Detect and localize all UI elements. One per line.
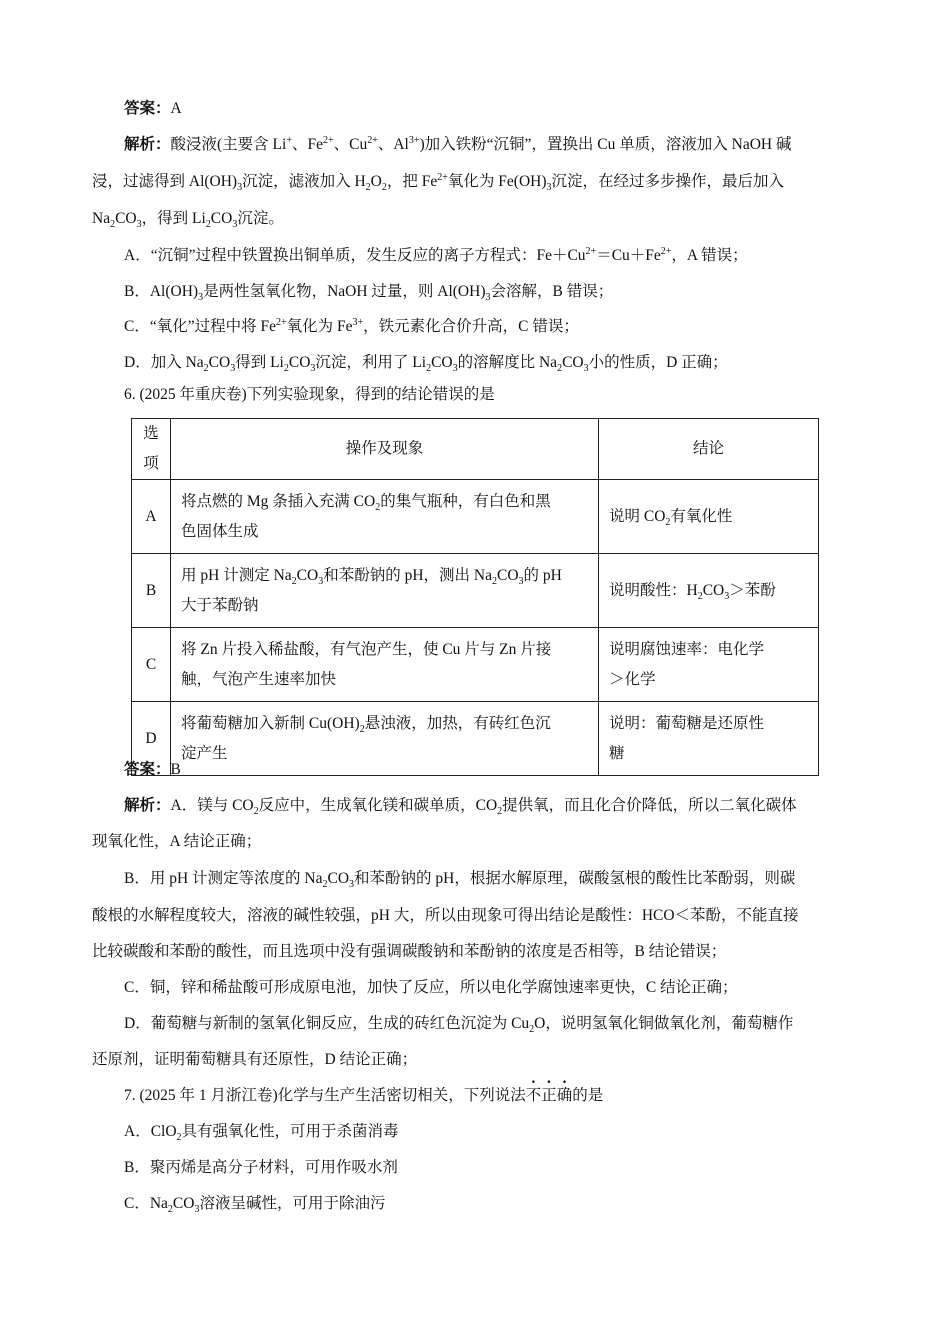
text: ＝Cu＋Fe xyxy=(596,247,661,264)
emphasis-char: 不 xyxy=(525,1087,542,1104)
q5-analysis-line-2 xyxy=(92,171,784,193)
text: CO xyxy=(496,566,519,584)
text: C．Na xyxy=(124,1195,168,1212)
text: 提供氧，而且化合价降低，所以二氧化碳体 xyxy=(502,797,797,814)
superscript: 2+ xyxy=(275,316,287,328)
text: 、Fe xyxy=(291,136,323,153)
table-header-row xyxy=(132,419,819,480)
row-operation xyxy=(171,628,599,702)
subscript: 3 xyxy=(310,363,316,375)
subscript: 3 xyxy=(546,182,552,194)
subscript: 3 xyxy=(237,182,243,194)
emphasis-char: 确 xyxy=(556,1087,573,1104)
table-header-conclusion: 结论 xyxy=(599,419,819,480)
q7-option-b: B．聚丙烯是高分子材料，可用作吸水剂 xyxy=(124,1159,398,1176)
text: A．ClO xyxy=(124,1123,177,1140)
superscript: 2+ xyxy=(660,245,672,257)
text: 大于苯酚钠 xyxy=(181,596,259,614)
text: 说明 CO xyxy=(609,507,666,525)
q6-analysis-b-line-2: 酸根的水解程度较大，溶液的碱性较强，pH 大，所以由现象可得出结论是酸性：HCO＜苯酚，不能直接 xyxy=(92,907,799,924)
q5-statement-b xyxy=(124,281,613,303)
subscript: 3 xyxy=(198,292,204,304)
analysis-label: 解析： xyxy=(124,136,171,153)
answer-label: 答案： xyxy=(124,761,171,778)
text: 用 pH 计测定 Na xyxy=(181,566,292,584)
text: ＞化学 xyxy=(609,670,656,688)
text: 酸浸液(主要含 Li xyxy=(170,136,287,153)
text: 是两性氢氧化物，NaOH 过量，则 Al(OH) xyxy=(203,283,486,300)
text: O，说明氢氧化铜做氧化剂，葡萄糖作 xyxy=(534,1015,794,1032)
row-conclusion xyxy=(599,628,819,702)
text: 的是 xyxy=(572,1087,604,1104)
text: 和苯酚钠的 pH，根据水解原理，碳酸氢根的酸性比苯酚弱，则碳 xyxy=(354,870,796,887)
subscript: 2 xyxy=(205,219,211,231)
text: 糖 xyxy=(609,744,625,762)
row-option: C xyxy=(132,628,171,702)
text: 小的性质，D 正确； xyxy=(588,354,728,371)
text: ＞苯酚 xyxy=(729,581,776,599)
text: 将 Zn 片投入稀盐酸，有气泡产生，使 Cu 片与 Zn 片接 xyxy=(181,640,552,658)
q5-answer xyxy=(124,98,182,120)
subscript: 2 xyxy=(497,806,503,818)
text: 反应中，生成氧化镁和碳单质，CO xyxy=(258,797,498,814)
row-operation xyxy=(171,480,599,554)
text: 触，气泡产生速率加快 xyxy=(181,670,337,688)
row-option: D xyxy=(132,702,171,776)
emphasis-char: 正 xyxy=(541,1087,557,1104)
text: CO xyxy=(115,210,137,227)
text: 7. (2025 年 1 月浙江卷)化学与生产生活密切相关，下列说法 xyxy=(124,1087,526,1104)
subscript: 3 xyxy=(724,590,730,602)
text: C．“氧化”过程中将 Fe xyxy=(124,318,276,335)
subscript: 2 xyxy=(529,1024,535,1036)
subscript: 2 xyxy=(557,363,563,375)
q6-analysis-a-line-1 xyxy=(124,795,797,817)
row-operation xyxy=(171,554,599,628)
q5-statement-d xyxy=(124,352,728,374)
text: 得到 Li xyxy=(235,354,284,371)
analysis-label: 解析： xyxy=(124,797,171,814)
text: A．镁与 CO xyxy=(170,797,254,814)
text: 有氧化性 xyxy=(670,507,733,525)
text: 色固体生成 xyxy=(181,522,259,540)
text: O xyxy=(370,173,382,190)
text: ，铁元素化合价升高，C 错误； xyxy=(363,318,579,335)
superscript: + xyxy=(286,134,292,146)
superscript: 3+ xyxy=(352,316,364,328)
text: D．加入 Na xyxy=(124,354,204,371)
q5-analysis-line-1 xyxy=(124,134,792,156)
superscript: 3+ xyxy=(408,134,420,146)
text: 氧化为 Fe xyxy=(286,318,353,335)
text: 具有强氧化性，可用于杀菌消毒 xyxy=(181,1123,399,1140)
row-conclusion xyxy=(599,480,819,554)
q6-analysis-a-line-2: 现氧化性，A 结论正确； xyxy=(92,833,262,850)
text: 溶液呈碱性，可用于除油污 xyxy=(199,1195,386,1212)
q6-answer xyxy=(124,759,181,781)
text: 浸，过滤得到 Al(OH) xyxy=(92,173,238,190)
subscript: 2 xyxy=(283,363,289,375)
text: 的集气瓶种，有白色和黑 xyxy=(380,492,551,510)
text: CO xyxy=(288,354,311,371)
text: CO xyxy=(172,1195,195,1212)
text: 说明：葡萄糖是还原性 xyxy=(609,714,765,732)
text: CO xyxy=(327,870,350,887)
subscript: 2 xyxy=(322,879,328,891)
text: 淀产生 xyxy=(181,744,228,762)
answer-label: 答案： xyxy=(124,100,171,117)
row-operation xyxy=(171,702,599,776)
q6-analysis-b-line-1 xyxy=(124,868,795,890)
text: B．Al(OH) xyxy=(124,283,199,300)
subscript: 2 xyxy=(291,575,297,587)
subscript: 2 xyxy=(491,575,497,587)
subscript: 3 xyxy=(318,575,324,587)
subscript: 2 xyxy=(110,219,116,231)
text: CO xyxy=(562,354,584,371)
text: ，把 Fe xyxy=(386,173,438,190)
text: 和苯酚钠的 pH，测出 Na xyxy=(323,566,492,584)
text: CO xyxy=(431,354,453,371)
text: 沉淀，滤液加入 H xyxy=(242,173,366,190)
text: CO xyxy=(702,581,725,599)
row-conclusion xyxy=(599,702,819,776)
subscript: 2 xyxy=(375,501,381,513)
subscript: 3 xyxy=(232,219,238,231)
subscript: 2 xyxy=(365,182,371,194)
table-row xyxy=(132,628,819,702)
superscript: 2+ xyxy=(367,134,378,146)
text: 、Al xyxy=(377,136,409,153)
text: 沉淀，在经过多步操作，最后加入 xyxy=(551,173,785,190)
subscript: 3 xyxy=(349,879,355,891)
subscript: 2 xyxy=(176,1132,182,1144)
answer-value: B xyxy=(170,761,181,778)
text: CO xyxy=(296,566,319,584)
q6-analysis-b-line-3: 比较碳酸和苯酚的酸性，而且选项中没有强调碳酸钠和苯酚钠的浓度是否相等，B 结论错误； xyxy=(92,943,727,960)
text: )加入铁粉“沉铜”，置换出 Cu 单质，溶液加入 NaOH 碱 xyxy=(419,136,792,153)
subscript: 2 xyxy=(203,363,209,375)
subscript: 2 xyxy=(697,590,703,602)
q6-analysis-d-line-1 xyxy=(124,1013,793,1035)
text: 、Cu xyxy=(333,136,368,153)
text: 的溶解度比 Na xyxy=(457,354,558,371)
table-row xyxy=(132,554,819,628)
text: CO xyxy=(208,354,231,371)
text: ，A 错误； xyxy=(671,247,748,264)
subscript: 3 xyxy=(485,292,491,304)
subscript: 2 xyxy=(381,182,387,194)
row-conclusion xyxy=(599,554,819,628)
q6-table xyxy=(131,418,819,776)
text: D．葡萄糖与新制的氢氧化铜反应，生成的砖红色沉淀为 Cu xyxy=(124,1015,530,1032)
subscript: 3 xyxy=(136,219,142,231)
text: 说明酸性：H xyxy=(609,581,698,599)
superscript: 2+ xyxy=(437,171,448,183)
text: 沉淀，利用了 Li xyxy=(315,354,427,371)
superscript: 2+ xyxy=(322,134,334,146)
subscript: 3 xyxy=(230,363,236,375)
subscript: 2 xyxy=(359,723,365,735)
text: 的 pH xyxy=(523,566,562,584)
text: 将点燃的 Mg 条插入充满 CO xyxy=(181,492,376,510)
q5-statement-c xyxy=(124,316,579,338)
row-option: B xyxy=(132,554,171,628)
text: 会溶解，B 错误； xyxy=(490,283,614,300)
text: 氧化为 Fe(OH) xyxy=(447,173,547,190)
text: 悬浊液，加热，有砖红色沉 xyxy=(364,714,551,732)
subscript: 2 xyxy=(253,806,259,818)
q6-analysis-c: C．铜，锌和稀盐酸可形成原电池，加快了反应，所以电化学腐蚀速率更快，C 结论正确； xyxy=(124,979,738,996)
subscript: 2 xyxy=(665,516,671,528)
text: CO xyxy=(210,210,233,227)
subscript: 3 xyxy=(194,1204,200,1216)
q5-analysis-line-3 xyxy=(92,208,284,230)
text: 沉淀。 xyxy=(237,210,284,227)
q6-stem: 6. (2025 年重庆卷)下列实验现象，得到的结论错误的是 xyxy=(124,386,495,403)
subscript: 2 xyxy=(167,1204,173,1216)
superscript: 2+ xyxy=(585,245,597,257)
text: B．用 pH 计测定等浓度的 Na xyxy=(124,870,323,887)
subscript: 3 xyxy=(452,363,458,375)
subscript: 3 xyxy=(518,575,524,587)
q7-option-a xyxy=(124,1121,399,1143)
text: 说明腐蚀速率：电化学 xyxy=(609,640,765,658)
subscript: 3 xyxy=(583,363,589,375)
table-row xyxy=(132,702,819,776)
q7-stem xyxy=(124,1085,603,1107)
table-header-option: 选项 xyxy=(132,419,171,480)
table-row xyxy=(132,480,819,554)
q6-analysis-d-line-2: 还原剂，证明葡萄糖具有还原性，D 结论正确； xyxy=(92,1051,418,1068)
text: A．“沉铜”过程中铁置换出铜单质，发生反应的离子方程式：Fe＋Cu xyxy=(124,247,586,264)
subscript: 2 xyxy=(426,363,432,375)
text: 将葡萄糖加入新制 Cu(OH) xyxy=(181,714,360,732)
text: Na xyxy=(92,210,111,227)
row-option: A xyxy=(132,480,171,554)
q7-option-c xyxy=(124,1193,385,1215)
text: ，得到 Li xyxy=(141,210,206,227)
q5-statement-a xyxy=(124,245,748,267)
answer-value: A xyxy=(170,100,182,117)
table-header-operation: 操作及现象 xyxy=(171,419,599,480)
